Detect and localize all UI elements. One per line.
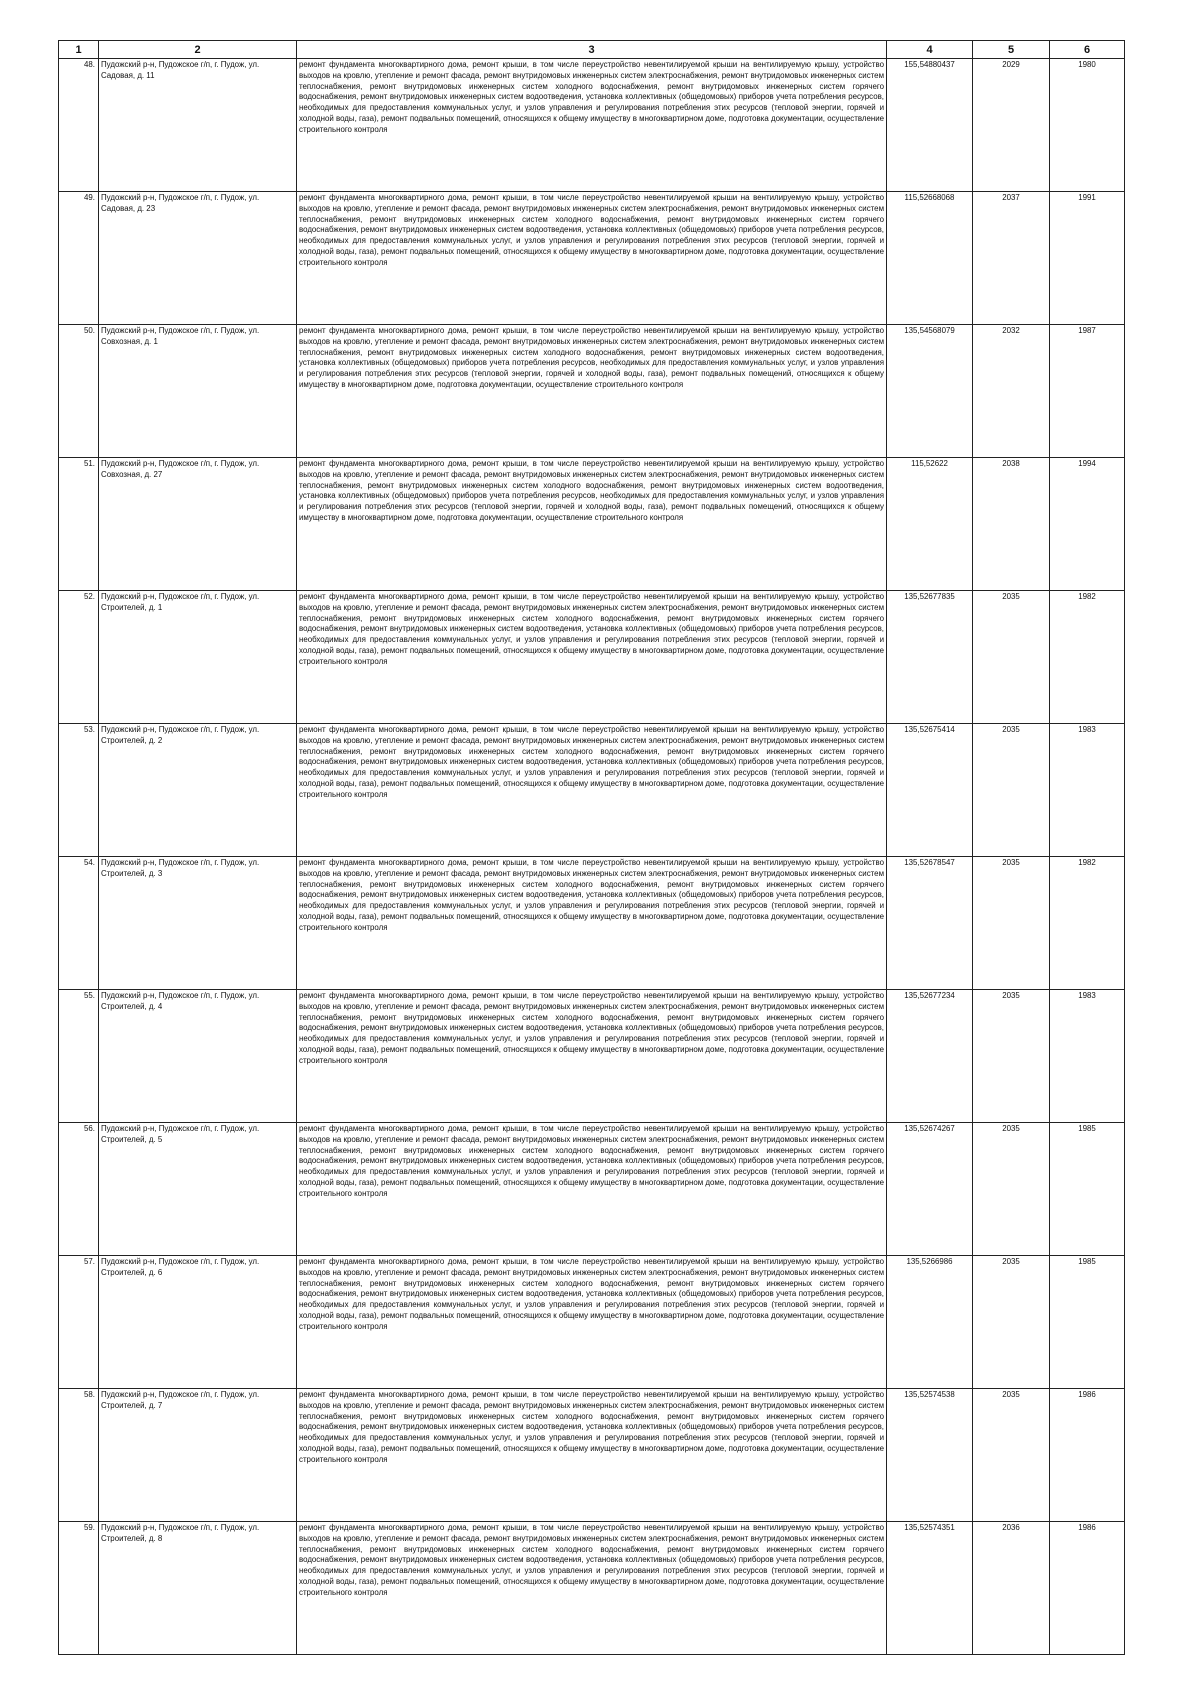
address-cell: Пудожский р-н, Пудожское г/п, г. Пудож, ул. Строителей, д. 3	[99, 857, 297, 990]
cost-cell: 135,52677234	[887, 990, 973, 1123]
table-row	[59, 192, 1125, 325]
address-cell: Пудожский р-н, Пудожское г/п, г. Пудож, ул. Садовая, д. 11	[99, 59, 297, 192]
table-row	[59, 1256, 1125, 1389]
planned-year-cell: 2035	[973, 1123, 1050, 1256]
header-col-3: 3	[297, 41, 887, 59]
address-cell: Пудожский р-н, Пудожское г/п, г. Пудож, ул. Совхозная, д. 27	[99, 458, 297, 591]
row-number: 49.	[59, 192, 99, 325]
table-header	[59, 41, 1125, 59]
row-number: 53.	[59, 724, 99, 857]
build-year-cell: 1985	[1050, 1123, 1125, 1256]
address-cell: Пудожский р-н, Пудожское г/п, г. Пудож, ул. Строителей, д. 5	[99, 1123, 297, 1256]
planned-year-cell: 2035	[973, 1256, 1050, 1389]
build-year-cell: 1983	[1050, 724, 1125, 857]
header-col-4: 4	[887, 41, 973, 59]
works-description-cell: ремонт фундамента многоквартирного дома, ремонт крыши, в том числе переустройство невентилируемой крыши на вентилируемую крышу, устройство выходов на кровлю, утепление и ремонт фасада, ремонт внутридомовых инженерных систем электроснабжения, ремонт внутридомовых инженерных систем теплоснабжения, ремонт внутридомовых инженерных систем холодного водоснабжения, ремонт внутридомовых инженерных систем горячего водоснабжения, ремонт внутридомовых инженерных систем водоотведения, установка коллективных (общедомовых) приборов учета потребления ресурсов, необходимых для предоставления коммунальных услуг, и узлов управления и регулирования потребления этих ресурсов (тепловой энергии, горячей и холодной воды, газа), ремонт подвальных помещений, относящихся к общему имуществу в многоквартирном доме, подготовка документации, осуществление строительного контроля	[297, 1256, 887, 1389]
address-cell: Пудожский р-н, Пудожское г/п, г. Пудож, ул. Совхозная, д. 1	[99, 325, 297, 458]
row-number: 59.	[59, 1522, 99, 1655]
planned-year-cell: 2037	[973, 192, 1050, 325]
table-row	[59, 1522, 1125, 1655]
build-year-cell: 1983	[1050, 990, 1125, 1123]
build-year-cell: 1980	[1050, 59, 1125, 192]
planned-year-cell: 2035	[973, 724, 1050, 857]
row-number: 50.	[59, 325, 99, 458]
row-number: 52.	[59, 591, 99, 724]
row-number: 51.	[59, 458, 99, 591]
table-row	[59, 458, 1125, 591]
cost-cell: 135,54568079	[887, 325, 973, 458]
address-cell: Пудожский р-н, Пудожское г/п, г. Пудож, ул. Садовая, д. 23	[99, 192, 297, 325]
build-year-cell: 1991	[1050, 192, 1125, 325]
build-year-cell: 1987	[1050, 325, 1125, 458]
table-row	[59, 724, 1125, 857]
address-cell: Пудожский р-н, Пудожское г/п, г. Пудож, ул. Строителей, д. 8	[99, 1522, 297, 1655]
cost-cell: 135,52678547	[887, 857, 973, 990]
build-year-cell: 1994	[1050, 458, 1125, 591]
address-cell: Пудожский р-н, Пудожское г/п, г. Пудож, ул. Строителей, д. 2	[99, 724, 297, 857]
build-year-cell: 1982	[1050, 857, 1125, 990]
planned-year-cell: 2035	[973, 857, 1050, 990]
cost-cell: 135,52574538	[887, 1389, 973, 1522]
cost-cell: 135,52677835	[887, 591, 973, 724]
header-row	[59, 41, 1125, 59]
cost-cell: 135,52675414	[887, 724, 973, 857]
planned-year-cell: 2035	[973, 1389, 1050, 1522]
works-description-cell: ремонт фундамента многоквартирного дома, ремонт крыши, в том числе переустройство невентилируемой крыши на вентилируемую крышу, устройство выходов на кровлю, утепление и ремонт фасада, ремонт внутридомовых инженерных систем электроснабжения, ремонт внутридомовых инженерных систем теплоснабжения, ремонт внутридомовых инженерных систем холодного водоснабжения, ремонт внутридомовых инженерных систем водоотведения, установка коллективных (общедомовых) приборов учета потребления ресурсов, необходимых для предоставления коммунальных услуг, и узлов управления и регулирования потребления этих ресурсов (тепловой энергии, горячей и холодной воды, газа), ремонт подвальных помещений, относящихся к общему имуществу в многоквартирном доме, подготовка документации, осуществление строительного контроля	[297, 325, 887, 458]
planned-year-cell: 2035	[973, 591, 1050, 724]
cost-cell: 115,52622	[887, 458, 973, 591]
header-col-5: 5	[973, 41, 1050, 59]
table-row	[59, 1123, 1125, 1256]
planned-year-cell: 2036	[973, 1522, 1050, 1655]
works-description-cell: ремонт фундамента многоквартирного дома, ремонт крыши, в том числе переустройство невентилируемой крыши на вентилируемую крышу, устройство выходов на кровлю, утепление и ремонт фасада, ремонт внутридомовых инженерных систем электроснабжения, ремонт внутридомовых инженерных систем теплоснабжения, ремонт внутридомовых инженерных систем холодного водоснабжения, ремонт внутридомовых инженерных систем горячего водоснабжения, ремонт внутридомовых инженерных систем водоотведения, установка коллективных (общедомовых) приборов учета потребления ресурсов, необходимых для предоставления коммунальных услуг, и узлов управления и регулирования потребления этих ресурсов (тепловой энергии, горячей и холодной воды, газа), ремонт подвальных помещений, относящихся к общему имуществу в многоквартирном доме, подготовка документации, осуществление строительного контроля	[297, 591, 887, 724]
works-description-cell: ремонт фундамента многоквартирного дома, ремонт крыши, в том числе переустройство невентилируемой крыши на вентилируемую крышу, устройство выходов на кровлю, утепление и ремонт фасада, ремонт внутридомовых инженерных систем электроснабжения, ремонт внутридомовых инженерных систем теплоснабжения, ремонт внутридомовых инженерных систем холодного водоснабжения, ремонт внутридомовых инженерных систем горячего водоснабжения, ремонт внутридомовых инженерных систем водоотведения, установка коллективных (общедомовых) приборов учета потребления ресурсов, необходимых для предоставления коммунальных услуг, и узлов управления и регулирования потребления этих ресурсов (тепловой энергии, горячей и холодной воды, газа), ремонт подвальных помещений, относящихся к общему имуществу в многоквартирном доме, подготовка документации, осуществление строительного контроля	[297, 857, 887, 990]
cost-cell: 135,5266986	[887, 1256, 973, 1389]
row-number: 56.	[59, 1123, 99, 1256]
table-row	[59, 857, 1125, 990]
cost-cell: 135,52574351	[887, 1522, 973, 1655]
table-row	[59, 325, 1125, 458]
works-description-cell: ремонт фундамента многоквартирного дома, ремонт крыши, в том числе переустройство невентилируемой крыши на вентилируемую крышу, устройство выходов на кровлю, утепление и ремонт фасада, ремонт внутридомовых инженерных систем электроснабжения, ремонт внутридомовых инженерных систем теплоснабжения, ремонт внутридомовых инженерных систем холодного водоснабжения, ремонт внутридомовых инженерных систем горячего водоснабжения, ремонт внутридомовых инженерных систем водоотведения, установка коллективных (общедомовых) приборов учета потребления ресурсов, необходимых для предоставления коммунальных услуг, и узлов управления и регулирования потребления этих ресурсов (тепловой энергии, горячей и холодной воды, газа), ремонт подвальных помещений, относящихся к общему имуществу в многоквартирном доме, подготовка документации, осуществление строительного контроля	[297, 192, 887, 325]
table-row	[59, 59, 1125, 192]
build-year-cell: 1985	[1050, 1256, 1125, 1389]
row-number: 57.	[59, 1256, 99, 1389]
works-description-cell: ремонт фундамента многоквартирного дома, ремонт крыши, в том числе переустройство невентилируемой крыши на вентилируемую крышу, устройство выходов на кровлю, утепление и ремонт фасада, ремонт внутридомовых инженерных систем электроснабжения, ремонт внутридомовых инженерных систем теплоснабжения, ремонт внутридомовых инженерных систем холодного водоснабжения, ремонт внутридомовых инженерных систем горячего водоснабжения, ремонт внутридомовых инженерных систем водоотведения, установка коллективных (общедомовых) приборов учета потребления ресурсов, необходимых для предоставления коммунальных услуг, и узлов управления и регулирования потребления этих ресурсов (тепловой энергии, горячей и холодной воды, газа), ремонт подвальных помещений, относящихся к общему имуществу в многоквартирном доме, подготовка документации, осуществление строительного контроля	[297, 1522, 887, 1655]
works-description-cell: ремонт фундамента многоквартирного дома, ремонт крыши, в том числе переустройство невентилируемой крыши на вентилируемую крышу, устройство выходов на кровлю, утепление и ремонт фасада, ремонт внутридомовых инженерных систем электроснабжения, ремонт внутридомовых инженерных систем теплоснабжения, ремонт внутридомовых инженерных систем холодного водоснабжения, ремонт внутридомовых инженерных систем горячего водоснабжения, ремонт внутридомовых инженерных систем водоотведения, установка коллективных (общедомовых) приборов учета потребления ресурсов, необходимых для предоставления коммунальных услуг, и узлов управления и регулирования потребления этих ресурсов (тепловой энергии, горячей и холодной воды, газа), ремонт подвальных помещений, относящихся к общему имуществу в многоквартирном доме, подготовка документации, осуществление строительного контроля	[297, 990, 887, 1123]
row-number: 54.	[59, 857, 99, 990]
header-col-2: 2	[99, 41, 297, 59]
row-number: 58.	[59, 1389, 99, 1522]
cost-cell: 135,52674267	[887, 1123, 973, 1256]
address-cell: Пудожский р-н, Пудожское г/п, г. Пудож, ул. Строителей, д. 7	[99, 1389, 297, 1522]
table-row	[59, 1389, 1125, 1522]
build-year-cell: 1986	[1050, 1522, 1125, 1655]
table-row	[59, 591, 1125, 724]
cost-cell: 155,54880437	[887, 59, 973, 192]
works-description-cell: ремонт фундамента многоквартирного дома, ремонт крыши, в том числе переустройство невентилируемой крыши на вентилируемую крышу, устройство выходов на кровлю, утепление и ремонт фасада, ремонт внутридомовых инженерных систем электроснабжения, ремонт внутридомовых инженерных систем теплоснабжения, ремонт внутридомовых инженерных систем холодного водоснабжения, ремонт внутридомовых инженерных систем горячего водоснабжения, ремонт внутридомовых инженерных систем водоотведения, установка коллективных (общедомовых) приборов учета потребления ресурсов, необходимых для предоставления коммунальных услуг, и узлов управления и регулирования потребления этих ресурсов (тепловой энергии, горячей и холодной воды, газа), ремонт подвальных помещений, относящихся к общему имуществу в многоквартирном доме, подготовка документации, осуществление строительного контроля	[297, 1123, 887, 1256]
address-cell: Пудожский р-н, Пудожское г/п, г. Пудож, ул. Строителей, д. 6	[99, 1256, 297, 1389]
repair-plan-table	[58, 40, 1125, 1655]
works-description-cell: ремонт фундамента многоквартирного дома, ремонт крыши, в том числе переустройство невентилируемой крыши на вентилируемую крышу, устройство выходов на кровлю, утепление и ремонт фасада, ремонт внутридомовых инженерных систем электроснабжения, ремонт внутридомовых инженерных систем теплоснабжения, ремонт внутридомовых инженерных систем холодного водоснабжения, ремонт внутридомовых инженерных систем горячего водоснабжения, ремонт внутридомовых инженерных систем водоотведения, установка коллективных (общедомовых) приборов учета потребления ресурсов, необходимых для предоставления коммунальных услуг, и узлов управления и регулирования потребления этих ресурсов (тепловой энергии, горячей и холодной воды, газа), ремонт подвальных помещений, относящихся к общему имуществу в многоквартирном доме, подготовка документации, осуществление строительного контроля	[297, 1389, 887, 1522]
table-row	[59, 990, 1125, 1123]
address-cell: Пудожский р-н, Пудожское г/п, г. Пудож, ул. Строителей, д. 4	[99, 990, 297, 1123]
header-col-1: 1	[59, 41, 99, 59]
row-number: 48.	[59, 59, 99, 192]
planned-year-cell: 2038	[973, 458, 1050, 591]
planned-year-cell: 2029	[973, 59, 1050, 192]
works-description-cell: ремонт фундамента многоквартирного дома, ремонт крыши, в том числе переустройство невентилируемой крыши на вентилируемую крышу, устройство выходов на кровлю, утепление и ремонт фасада, ремонт внутридомовых инженерных систем электроснабжения, ремонт внутридомовых инженерных систем теплоснабжения, ремонт внутридомовых инженерных систем холодного водоснабжения, ремонт внутридомовых инженерных систем горячего водоснабжения, ремонт внутридомовых инженерных систем водоотведения, установка коллективных (общедомовых) приборов учета потребления ресурсов, необходимых для предоставления коммунальных услуг, и узлов управления и регулирования потребления этих ресурсов (тепловой энергии, горячей и холодной воды, газа), ремонт подвальных помещений, относящихся к общему имуществу в многоквартирном доме, подготовка документации, осуществление строительного контроля	[297, 724, 887, 857]
works-description-cell: ремонт фундамента многоквартирного дома, ремонт крыши, в том числе переустройство невентилируемой крыши на вентилируемую крышу, устройство выходов на кровлю, утепление и ремонт фасада, ремонт внутридомовых инженерных систем электроснабжения, ремонт внутридомовых инженерных систем теплоснабжения, ремонт внутридомовых инженерных систем холодного водоснабжения, ремонт внутридомовых инженерных систем горячего водоснабжения, ремонт внутридомовых инженерных систем водоотведения, установка коллективных (общедомовых) приборов учета потребления ресурсов, необходимых для предоставления коммунальных услуг, и узлов управления и регулирования потребления этих ресурсов (тепловой энергии, горячей и холодной воды, газа), ремонт подвальных помещений, относящихся к общему имуществу в многоквартирном доме, подготовка документации, осуществление строительного контроля	[297, 59, 887, 192]
table-body	[59, 59, 1125, 1655]
header-col-6: 6	[1050, 41, 1125, 59]
planned-year-cell: 2032	[973, 325, 1050, 458]
works-description-cell: ремонт фундамента многоквартирного дома, ремонт крыши, в том числе переустройство невентилируемой крыши на вентилируемую крышу, устройство выходов на кровлю, утепление и ремонт фасада, ремонт внутридомовых инженерных систем электроснабжения, ремонт внутридомовых инженерных систем теплоснабжения, ремонт внутридомовых инженерных систем холодного водоснабжения, ремонт внутридомовых инженерных систем водоотведения, установка коллективных (общедомовых) приборов учета потребления ресурсов, необходимых для предоставления коммунальных услуг, и узлов управления и регулирования потребления этих ресурсов (тепловой энергии, горячей и холодной воды, газа), ремонт подвальных помещений, относящихся к общему имуществу в многоквартирном доме, подготовка документации, осуществление строительного контроля	[297, 458, 887, 591]
build-year-cell: 1982	[1050, 591, 1125, 724]
address-cell: Пудожский р-н, Пудожское г/п, г. Пудож, ул. Строителей, д. 1	[99, 591, 297, 724]
cost-cell: 115,52668068	[887, 192, 973, 325]
build-year-cell: 1986	[1050, 1389, 1125, 1522]
row-number: 55.	[59, 990, 99, 1123]
planned-year-cell: 2035	[973, 990, 1050, 1123]
